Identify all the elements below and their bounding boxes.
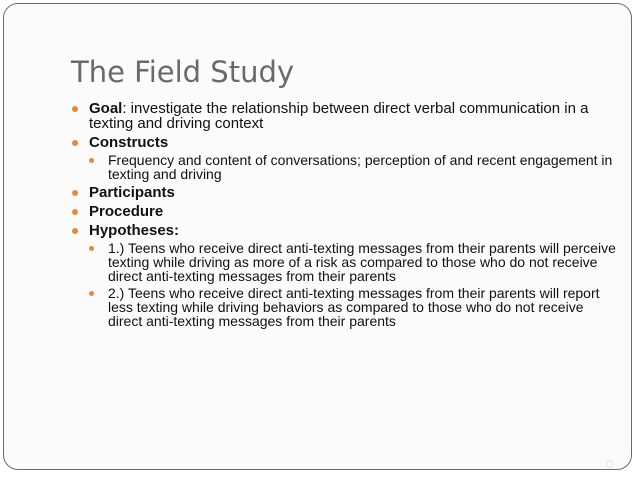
hypothesis-1-text: 1.) Teens who receive direct anti-texting messages from their parents will perceive texting while driving as more of a risk as compared to those who do not receive direct anti-texting messages from their parents — [108, 240, 616, 284]
bullet-dot-icon — [72, 228, 78, 234]
procedure-label: Procedure — [89, 203, 164, 220]
constructs-label: Constructs — [89, 134, 169, 151]
sub-bullet-dot-icon — [89, 291, 94, 296]
participants-label: Participants — [89, 184, 175, 201]
sub-bullet-dot-icon — [89, 158, 94, 163]
constructs-text: Frequency and content of conversations; perception of and recent engagement in texting and driving — [108, 152, 613, 182]
sub-bullet-hypothesis-2 — [89, 286, 617, 328]
bullet-procedure — [72, 204, 617, 219]
goal-text: : investigate the relationship between direct verbal communication in a texting and driving context — [89, 100, 589, 132]
page-number-marker — [606, 460, 614, 468]
constructs-sublist — [89, 153, 617, 181]
bullet-hypotheses — [72, 223, 617, 328]
bullet-participants — [72, 185, 617, 200]
bullet-list — [72, 101, 617, 328]
goal-label: Goal — [89, 100, 123, 117]
slide-title: The Field Study — [71, 55, 295, 89]
bullet-constructs — [72, 135, 617, 181]
sub-bullet-dot-icon — [89, 246, 94, 251]
hypothesis-2-text: 2.) Teens who receive direct anti-texting messages from their parents will report less texting while driving behaviors as compared to those who do not receive direct anti-texting messages from their parents — [108, 285, 600, 329]
bullet-dot-icon — [72, 106, 78, 112]
bullet-dot-icon — [72, 209, 78, 215]
bullet-dot-icon — [72, 140, 78, 146]
sub-bullet-hypothesis-1 — [89, 241, 617, 283]
sub-bullet-constructs — [89, 153, 617, 181]
hypotheses-sublist — [89, 241, 617, 328]
hypotheses-label: Hypotheses: — [89, 222, 180, 239]
slide-content — [72, 101, 617, 332]
bullet-goal — [72, 101, 617, 131]
bullet-dot-icon — [72, 190, 78, 196]
